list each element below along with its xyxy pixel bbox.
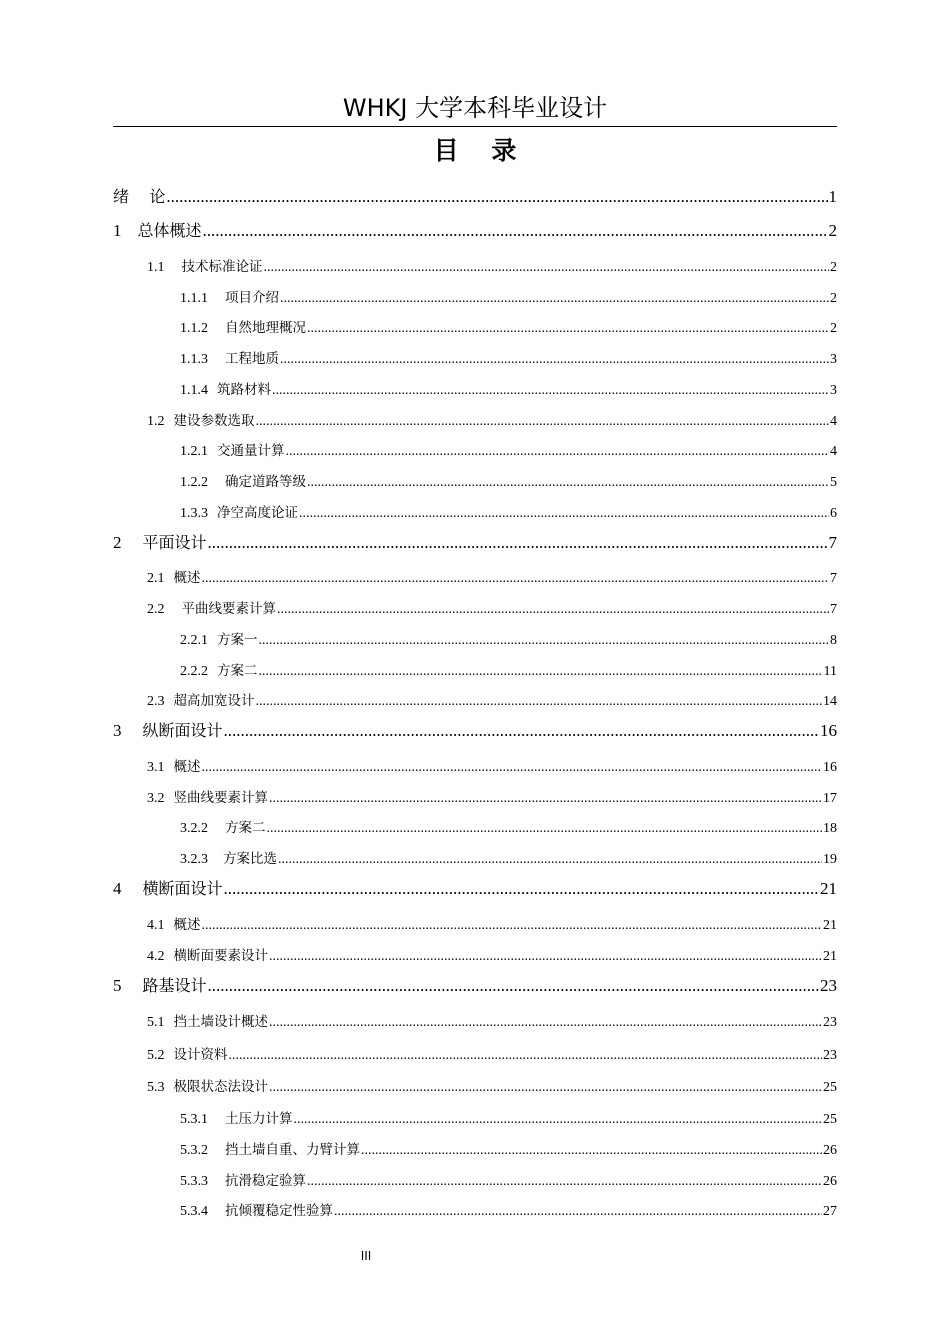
toc-entry[interactable]	[180, 816, 837, 836]
toc-entry-text: 土压力计算	[225, 1111, 293, 1127]
toc-entry-number: 2.2.2	[180, 664, 208, 679]
toc-entry-page: 11	[823, 664, 837, 679]
toc-entry[interactable]	[180, 470, 837, 490]
toc-leader-dots	[299, 506, 829, 522]
toc-entry-page: 18	[823, 821, 837, 836]
toc-entry-number: 5	[113, 976, 122, 995]
toc-entry[interactable]	[113, 530, 837, 554]
toc-entry-text: 概述	[173, 570, 201, 586]
toc-entry-text: 概述	[173, 917, 201, 933]
toc-entry-page: 26	[823, 1174, 837, 1189]
toc-entry-number: 3.1	[147, 760, 165, 775]
toc-entry[interactable]	[180, 378, 837, 398]
toc-leader-dots	[202, 571, 830, 587]
toc-entry-number: 2.2.1	[180, 633, 208, 648]
toc-entry-number: 3.2.3	[180, 852, 208, 867]
toc-entry[interactable]	[180, 316, 837, 336]
toc-entry-page: 1	[828, 187, 837, 206]
toc-entry-number: 4.1	[147, 918, 165, 933]
toc-entry[interactable]	[147, 597, 837, 617]
toc-entry[interactable]	[113, 218, 837, 242]
toc-leader-dots	[256, 414, 830, 430]
toc-entry-page: 16	[823, 760, 837, 775]
toc-entry-text: 极限状态法设计	[173, 1079, 268, 1095]
toc-entry[interactable]	[147, 409, 837, 429]
toc-entry-page: 26	[823, 1143, 837, 1158]
toc-entry[interactable]	[147, 255, 837, 275]
toc-entry-text: 方案二	[217, 663, 258, 679]
toc-entry[interactable]	[147, 913, 837, 933]
toc-entry-number: 1.1.3	[180, 352, 208, 367]
toc-entry-text: 自然地理概况	[225, 320, 306, 336]
toc-entry-text: 抗滑稳定验算	[225, 1173, 306, 1189]
toc-entry-number: 3.2.2	[180, 821, 208, 836]
toc-entry-text: 净空高度论证	[217, 505, 298, 521]
toc-entry[interactable]	[113, 184, 837, 208]
toc-entry-number: 2.2	[147, 602, 165, 617]
toc-entry[interactable]	[180, 501, 837, 521]
toc-leader-dots	[166, 187, 827, 207]
toc-entry-number: 5.2	[147, 1048, 165, 1063]
toc-leader-dots	[269, 1080, 822, 1096]
toc-entry-number: 4.2	[147, 949, 165, 964]
toc-entry[interactable]	[180, 628, 837, 648]
toc-entry-page: 21	[823, 918, 837, 933]
toc-entry-page: 3	[830, 383, 837, 398]
toc-leader-dots	[280, 352, 829, 368]
toc-leader-dots	[208, 533, 828, 553]
toc-entry-number: 2.3	[147, 694, 165, 709]
toc-entry-number: 2	[113, 533, 122, 552]
toc-leader-dots	[334, 1204, 822, 1220]
toc-entry-page: 27	[823, 1204, 837, 1219]
toc-entry-text: 筑路材料	[217, 382, 271, 398]
toc-leader-dots	[269, 949, 822, 965]
toc-entry-text: 超高加宽设计	[173, 693, 255, 709]
toc-entry-text: 项目介绍	[225, 290, 279, 306]
toc-entry-page: 6	[830, 506, 837, 521]
toc-entry-page: 4	[830, 414, 837, 429]
toc-entry-page: 7	[828, 533, 837, 552]
toc-entry-page: 16	[820, 721, 837, 740]
toc-leader-dots	[259, 633, 830, 649]
toc-leader-dots	[264, 260, 830, 276]
toc-entry[interactable]	[147, 1075, 837, 1095]
toc-entry-number: 1	[113, 221, 122, 240]
toc-leader-dots	[224, 879, 819, 899]
toc-leader-dots	[202, 760, 823, 776]
toc-entry[interactable]	[147, 1010, 837, 1030]
toc-entry-number: 4	[113, 879, 122, 898]
toc-entry-text: 平面设计	[142, 533, 207, 552]
toc-title: 目 录	[433, 136, 529, 165]
toc-entry-number: 2.1	[147, 571, 165, 586]
toc-entry-page: 7	[830, 602, 837, 617]
toc-entry-number: 5.3.1	[180, 1112, 208, 1127]
toc-leader-dots	[269, 791, 822, 807]
toc-entry-text: 方案二	[225, 820, 266, 836]
toc-entry[interactable]	[147, 755, 837, 775]
toc-entry[interactable]	[180, 1138, 837, 1158]
toc-entry-text: 交通量计算	[217, 443, 285, 459]
toc-entry-number: 3.2	[147, 791, 165, 806]
toc-entry-text: 概述	[173, 759, 201, 775]
toc-leader-dots	[278, 852, 822, 868]
toc-leader-dots	[202, 918, 823, 934]
toc-entry-number: 1.2.1	[180, 444, 208, 459]
toc-entry[interactable]	[147, 944, 837, 964]
toc-entry-page: 4	[830, 444, 837, 459]
toc-leader-dots	[277, 602, 829, 618]
toc-entry-number: 5.3.3	[180, 1174, 208, 1189]
toc-entry-number: 1.1.1	[180, 291, 208, 306]
toc-entry-text: 挡土墙设计概述	[173, 1014, 268, 1030]
toc-entry-number: 5.1	[147, 1015, 165, 1030]
toc-entry-page: 25	[823, 1080, 837, 1095]
toc-entry-page: 2	[830, 260, 837, 275]
toc-entry[interactable]	[147, 566, 837, 586]
toc-entry-page: 25	[823, 1112, 837, 1127]
toc-entry-page: 21	[823, 949, 837, 964]
toc-entry[interactable]	[113, 718, 837, 742]
toc-leader-dots	[269, 1015, 822, 1031]
footer-page-number: III	[360, 1249, 372, 1263]
toc-entry-page: 3	[830, 352, 837, 367]
toc-entry[interactable]	[180, 347, 837, 367]
toc-entry-text: 竖曲线要素计算	[173, 790, 268, 806]
toc-entry[interactable]	[180, 847, 837, 867]
toc-entry-page: 19	[823, 852, 837, 867]
toc-entry-page: 2	[830, 321, 837, 336]
toc-entry-number: 5.3	[147, 1080, 165, 1095]
toc-entry-text: 纵断面设计	[142, 721, 223, 740]
toc-entry-page: 23	[820, 976, 837, 995]
toc-entry-page: 23	[823, 1015, 837, 1030]
toc-entry-text: 建设参数选取	[173, 413, 255, 429]
running-header-title: WHKJ 大学本科毕业设计	[342, 94, 608, 122]
toc-entry-text: 平曲线要素计算	[181, 601, 276, 617]
toc-entry-page: 2	[830, 291, 837, 306]
toc-entry-page: 17	[823, 791, 837, 806]
toc-entry[interactable]	[113, 876, 837, 900]
toc-entry-text: 绪 论	[113, 187, 166, 206]
toc-entry[interactable]	[147, 1043, 837, 1063]
toc-entry[interactable]	[180, 1199, 837, 1219]
toc-entry-text: 技术标准论证	[181, 259, 263, 275]
toc-entry-text: 路基设计	[142, 976, 207, 995]
toc-entry-number: 1.2.2	[180, 475, 208, 490]
toc-entry-page: 2	[828, 221, 837, 240]
toc-entry-number: 1.1.2	[180, 321, 208, 336]
toc-entry-text: 工程地质	[225, 351, 279, 367]
toc-entry-text: 设计资料	[173, 1047, 228, 1063]
toc-leader-dots	[256, 694, 823, 710]
toc-entry-number: 1.2	[147, 414, 165, 429]
toc-entry[interactable]	[147, 786, 837, 806]
toc-entry-number: 1.1	[147, 260, 165, 275]
toc-leader-dots	[307, 1174, 822, 1190]
toc-entry[interactable]	[147, 689, 837, 709]
toc-entry-text: 方案比选	[223, 851, 277, 867]
header-rule	[113, 126, 837, 127]
toc-entry-text: 总体概述	[137, 221, 202, 240]
toc-entry-page: 14	[823, 694, 837, 709]
toc-entry[interactable]	[180, 1169, 837, 1189]
toc-leader-dots	[294, 1112, 823, 1128]
toc-leader-dots	[224, 721, 819, 741]
toc-leader-dots	[272, 383, 829, 399]
toc-leader-dots	[361, 1143, 822, 1159]
toc-entry-number: 5.3.4	[180, 1204, 208, 1219]
toc-entry-number: 5.3.2	[180, 1143, 208, 1158]
toc-entry[interactable]	[180, 286, 837, 306]
toc-entry-page: 7	[830, 571, 837, 586]
toc-leader-dots	[280, 291, 829, 307]
toc-entry-text: 方案一	[217, 632, 258, 648]
toc-leader-dots	[259, 664, 823, 680]
toc-entry-text: 抗倾覆稳定性验算	[225, 1203, 333, 1219]
toc-entry-text: 横断面设计	[142, 879, 223, 898]
toc-leader-dots	[307, 475, 829, 491]
toc-entry[interactable]	[180, 1107, 837, 1127]
toc-leader-dots	[208, 976, 819, 996]
toc-entry-page: 8	[830, 633, 837, 648]
toc-entry-page: 21	[820, 879, 837, 898]
toc-entry[interactable]	[180, 659, 837, 679]
toc-leader-dots	[307, 321, 829, 337]
toc-entry[interactable]	[180, 439, 837, 459]
toc-leader-dots	[286, 444, 830, 460]
toc-entry-text: 确定道路等级	[225, 474, 306, 490]
toc-entry-number: 1.3.3	[180, 506, 208, 521]
toc-entry-number: 3	[113, 721, 122, 740]
toc-entry-page: 23	[823, 1048, 837, 1063]
toc-leader-dots	[203, 221, 828, 241]
toc-entry-number: 1.1.4	[180, 383, 208, 398]
toc-leader-dots	[267, 821, 823, 837]
toc-entry[interactable]	[113, 973, 837, 997]
toc-entry-text: 横断面要素设计	[173, 948, 268, 964]
toc-entry-text: 挡土墙自重、力臂计算	[225, 1142, 360, 1158]
toc-leader-dots	[229, 1048, 823, 1064]
toc-entry-page: 5	[830, 475, 837, 490]
